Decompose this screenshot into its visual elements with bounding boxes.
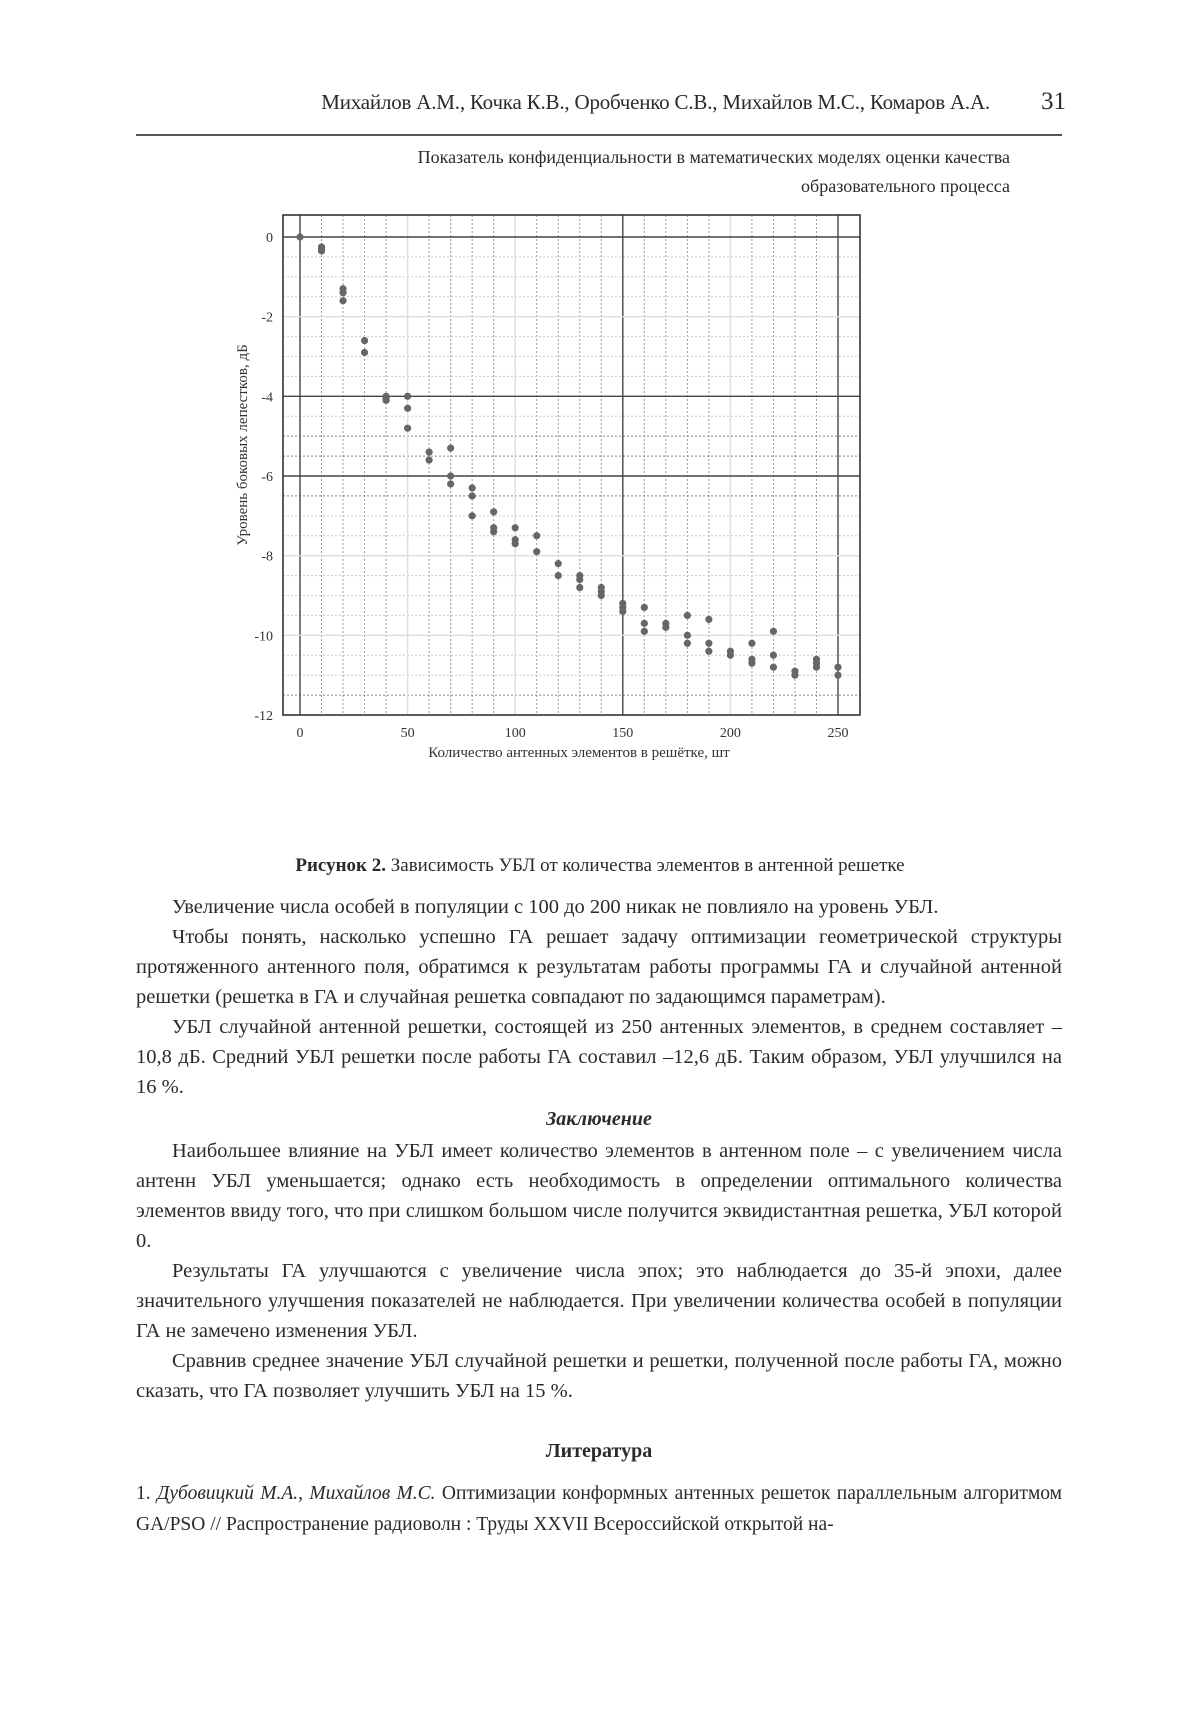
data-point [770,628,777,635]
y-tick-label: -6 [261,470,273,485]
data-point [555,560,562,567]
caption-text: Зависимость УБЛ от количества элементов в антенной решетке [386,855,905,876]
article-subtitle [250,143,1010,201]
scatter-chart [200,210,960,830]
data-point [705,648,712,655]
ref-authors: Дубовицкий М.А., Михайлов М.С. [156,1483,436,1504]
header-rule [136,134,1062,136]
data-point [426,449,433,456]
data-point [641,620,648,627]
y-tick-label: -10 [254,629,273,645]
data-point [748,660,755,667]
data-point [469,512,476,519]
data-point [727,652,734,659]
data-point [705,616,712,623]
y-tick-label: -2 [261,310,273,326]
data-point [296,233,303,240]
figure-chart [200,210,960,830]
data-point [512,540,519,547]
data-point [404,425,411,432]
y-tick-label: -4 [261,390,273,406]
data-point [834,672,841,679]
header-authors: Михайлов А.М., Кочка К.В., Оробченко С.В., Михайлов М.С., Комаров А.А. [321,90,990,114]
data-point [339,297,346,304]
data-point [382,397,389,404]
caption-label: Рисунок 2. [295,855,386,876]
data-point [705,640,712,647]
data-point [447,472,454,479]
data-point [533,548,540,555]
data-point [684,640,691,647]
y-tick-label: -8 [261,549,273,565]
data-point [834,664,841,671]
x-axis-label: Количество антенных элементов в решётке, шт [428,745,730,761]
data-point [619,608,626,615]
data-point [361,349,368,356]
running-head [130,88,1070,128]
x-tick-label: 100 [504,726,526,741]
reference-item [136,1478,1062,1540]
data-point [469,492,476,499]
x-tick-label: 150 [612,726,634,741]
references-heading: Литература [545,1440,653,1462]
data-point [447,445,454,452]
data-point [684,632,691,639]
data-point [318,247,325,254]
page-number: 31 [1041,88,1066,115]
data-point [339,289,346,296]
paragraph: Результаты ГА улучшаются с увеличение числа эпох; это наблюдается до 35-й эпохи, далее значительного улучшения показателей не наблюдается. При увеличении количества особей в популяции ГА не замечено изменения УБЛ. [136,1260,1062,1342]
x-tick-label: 250 [827,726,849,741]
data-point [598,592,605,599]
data-point [662,624,669,631]
data-point [576,576,583,583]
data-point [447,480,454,487]
paragraph: Сравнив среднее значение УБЛ случайной решетки и решетки, полученной после работы ГА, можно сказать, что ГА позволяет улучшить УБЛ на 15 %. [136,1350,1062,1402]
data-point [361,337,368,344]
data-point [469,484,476,491]
data-point [813,664,820,671]
conclusion-heading: Заключение [546,1108,652,1130]
data-point [555,572,562,579]
y-tick-label: -12 [254,709,273,724]
y-tick-label: 0 [266,231,273,246]
ref-number: 1. [136,1483,157,1504]
data-point [490,528,497,535]
figure-caption [0,855,1200,877]
data-point [641,628,648,635]
data-point [641,604,648,611]
paragraph: Чтобы понять, насколько успешно ГА решает задачу оптимизации геометрической структуры протяженного антенного поля, обратимся к результатам работы программы ГА и случайной антенной решетки (решетка в ГА и случайная решетка совпадают по задающимся параметрам). [136,926,1062,1008]
data-point [791,672,798,679]
data-point [533,532,540,539]
data-point [748,640,755,647]
paragraph: Увеличение числа особей в популяции с 100 до 200 никак не повлияло на уровень УБЛ. [172,896,939,918]
x-tick-label: 50 [400,726,415,741]
x-tick-label: 200 [719,726,741,741]
subtitle-line-2: образовательного процесса [801,176,1010,196]
x-tick-label: 0 [296,726,304,741]
data-point [770,652,777,659]
subtitle-line-1: Показатель конфиденциальности в математических моделях оценки качества [417,147,1010,167]
paragraph: УБЛ случайной антенной решетки, состоящей из 250 антенных элементов, в среднем составляет –10,8 дБ. Средний УБЛ решетки после работы ГА составил –12,6 дБ. Таким образом, УБЛ улучшился на 16 %. [136,1016,1062,1098]
data-point [576,584,583,591]
y-axis-label: Уровень боковых лепестков, дБ [235,344,251,546]
data-point [512,524,519,531]
data-point [404,405,411,412]
data-point [426,456,433,463]
article-body [136,892,1062,1540]
data-point [404,393,411,400]
data-point [490,508,497,515]
ref-text: Оптимизации конформных антенных решеток параллельным алгоритмом GA/PSO // Распространение радиоволн : Труды XXVII Всероссийской открытой на- [136,1483,1063,1535]
data-point [770,664,777,671]
paragraph: Наибольшее влияние на УБЛ имеет количество элементов в антенном поле – с увеличением числа антенн УБЛ уменьшается; однако есть необходимость в определении оптимального количества элементов ввиду того, что при слишком большом числе получится эквидистантная решетка, УБЛ которой 0. [136,1140,1062,1252]
data-point [684,612,691,619]
